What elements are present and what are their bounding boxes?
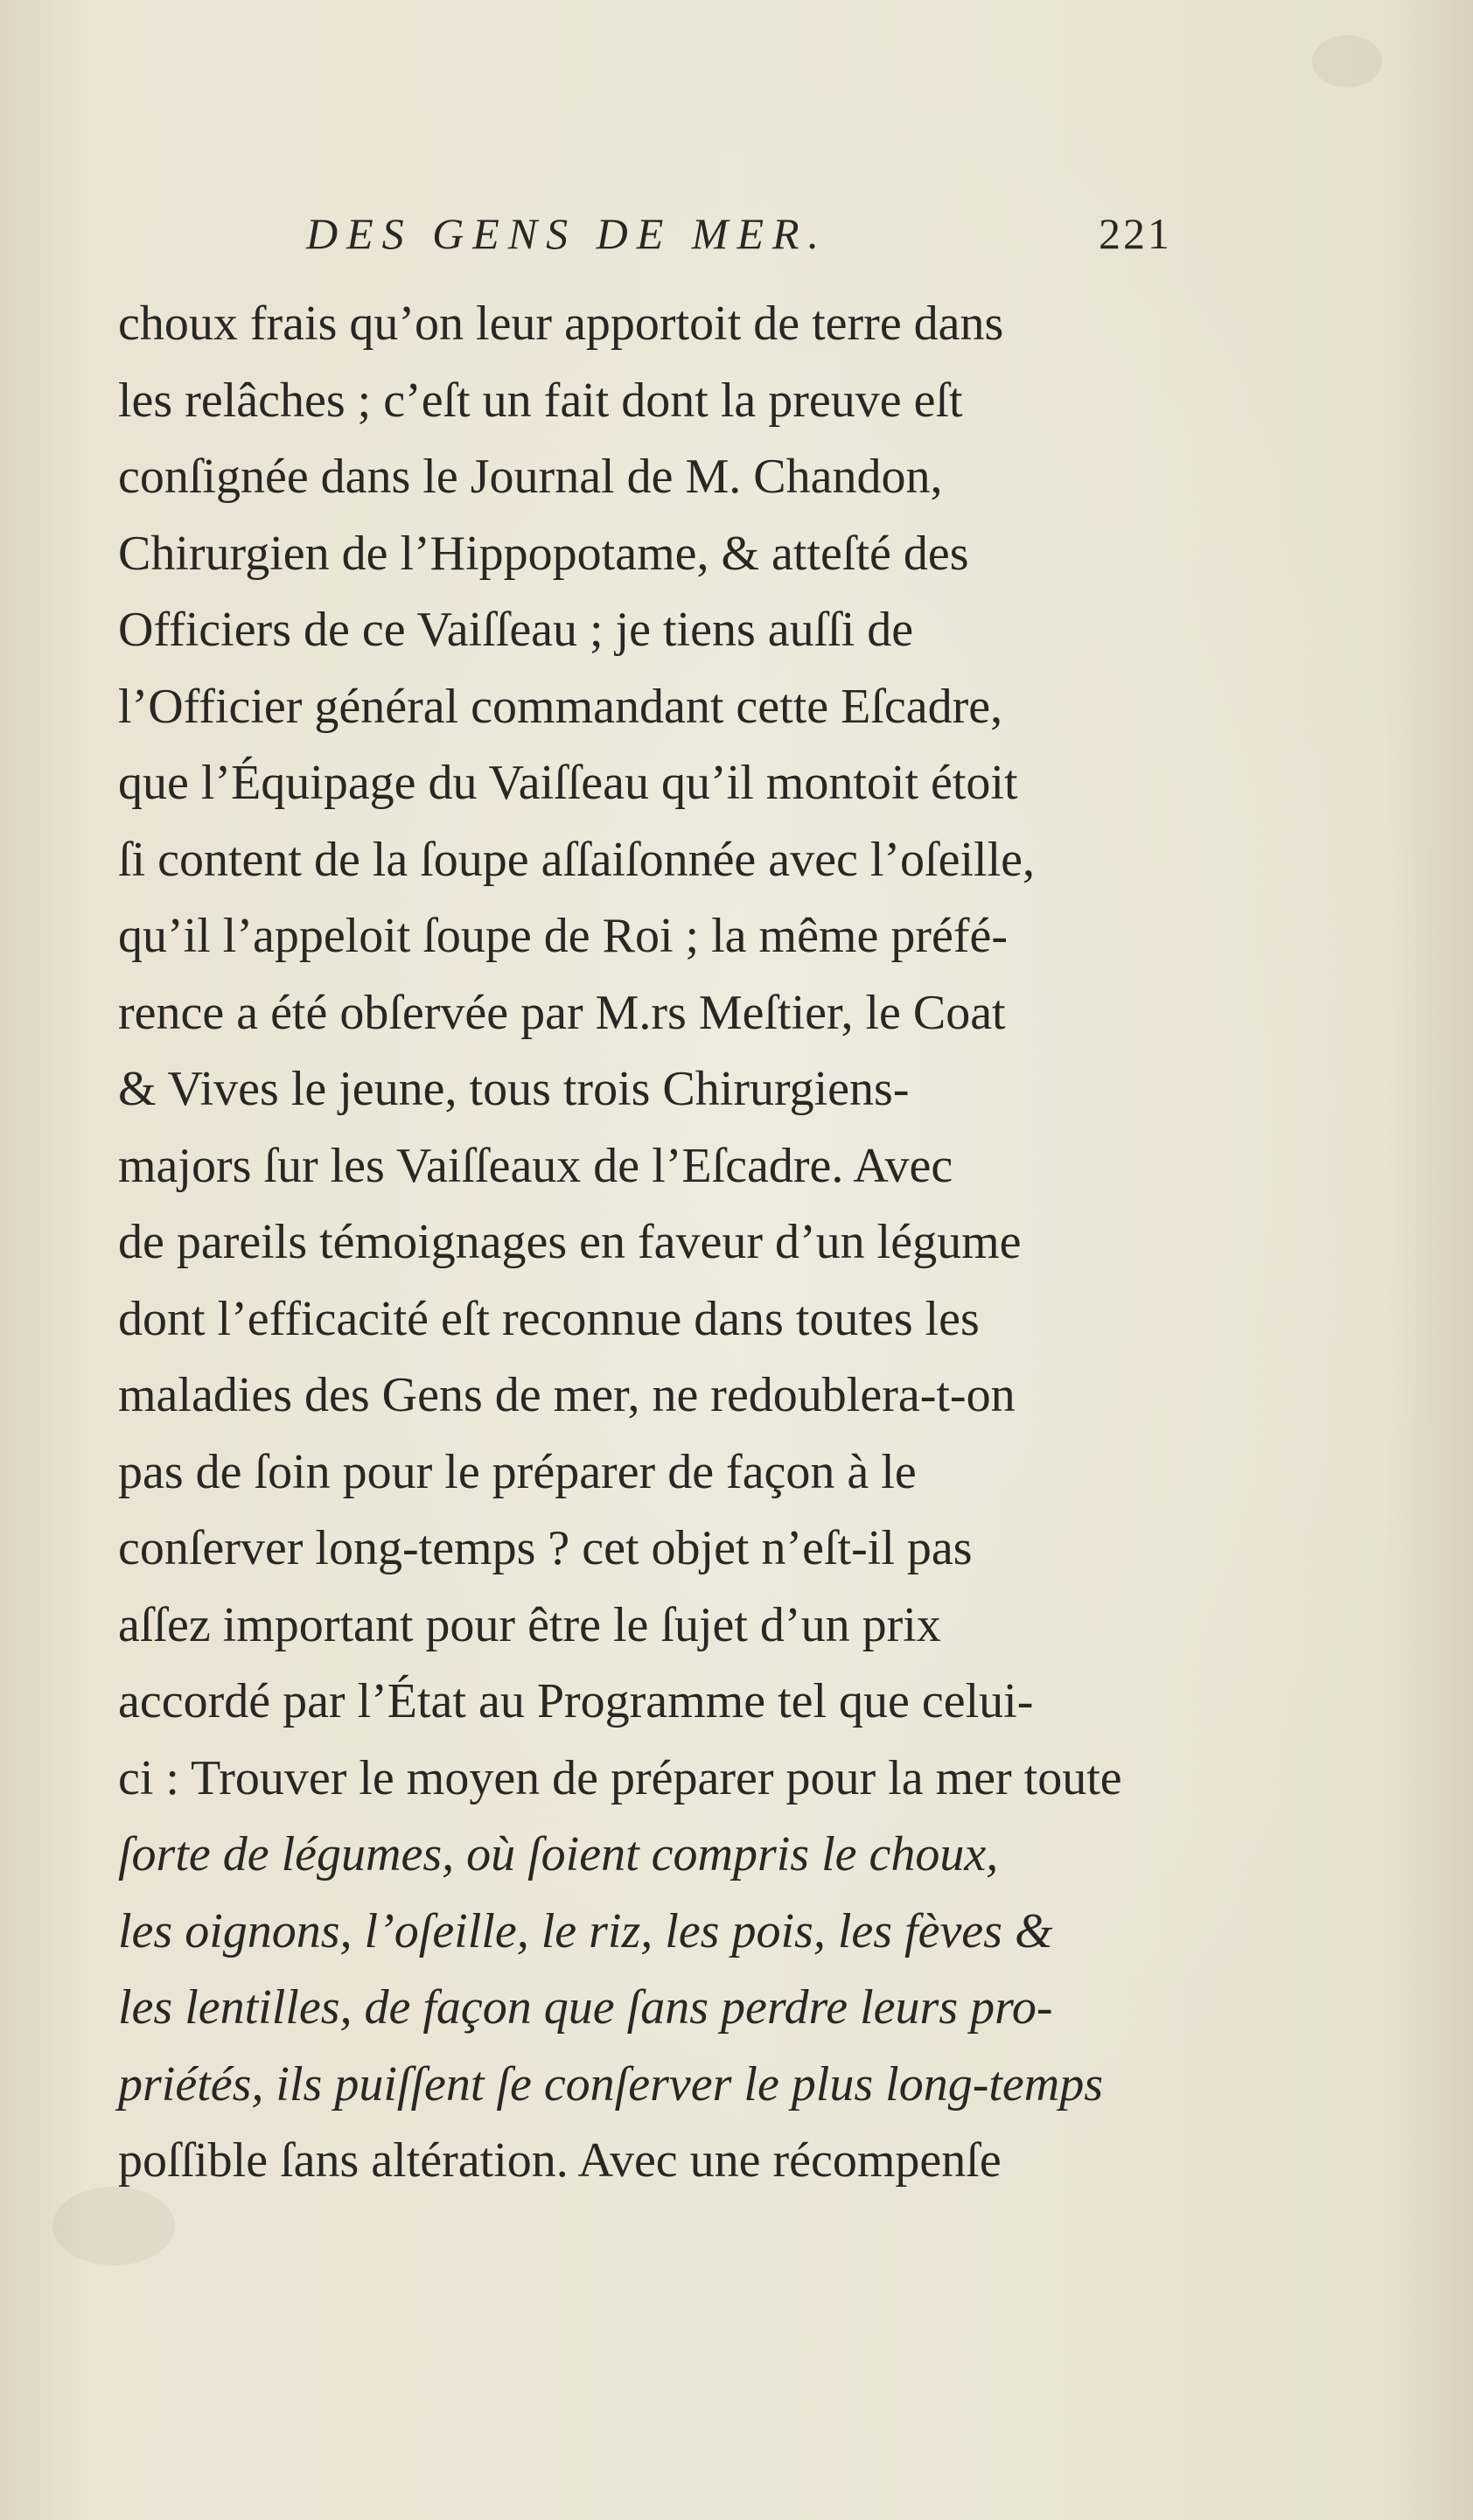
text-line: choux frais qu’on leur apportoit de terre dans [118, 297, 1004, 351]
text-line: de pareils témoignages en faveur d’un légume [118, 1215, 1022, 1269]
text-line: maladies des Gens de mer, ne redoublera-t-on [118, 1368, 1016, 1422]
text-line: Chirurgien de l’Hippopotame, & atteſté des [118, 526, 969, 581]
text-line: accordé par l’État au Programme tel que celui- [118, 1674, 1034, 1728]
text-line: rence a été obſervée par M.rs Meſtier, le Coat [118, 985, 1006, 1040]
paper-stain [1312, 35, 1382, 87]
text-line: Officiers de ce Vaiſſeau ; je tiens auſſi de [118, 603, 914, 657]
text-line: ci : Trouver le moyen de préparer pour la mer toute [118, 1750, 1122, 1805]
text-line-italic: les lentilles, de façon que ſans perdre leurs pro- [118, 1980, 1053, 2035]
running-title: DES GENS DE MER. [306, 209, 828, 258]
text-line: poſſible ſans altération. Avec une récompenſe [118, 2133, 1002, 2188]
body-text [118, 286, 1172, 2200]
text-line: l’Officier général commandant cette Eſcadre, [118, 679, 1003, 734]
page-number: 221 [1099, 209, 1172, 258]
text-line: pas de ſoin pour le préparer de façon à le [118, 1444, 917, 1499]
text-line: majors ſur les Vaiſſeaux de l’Eſcadre. Avec [118, 1138, 953, 1193]
text-line-italic: ſorte de légumes, où ſoient compris le choux, [118, 1827, 999, 1881]
text-line-italic: priétés, ils puiſſent ſe conſerver le plus long-temps [118, 2056, 1104, 2112]
text-line: qu’il l’appeloit ſoupe de Roi ; la même préfé- [118, 909, 1008, 963]
text-line: conſignée dans le Journal de M. Chandon, [118, 450, 943, 504]
text-line: que l’Équipage du Vaiſſeau qu’il montoit étoit [118, 756, 1018, 810]
text-line: aſſez important pour être le ſujet d’un prix [118, 1597, 941, 1652]
text-line: & Vives le jeune, tous trois Chirurgiens- [118, 1062, 910, 1116]
text-line: dont l’efficacité eſt reconnue dans toutes les [118, 1291, 980, 1346]
page-header [122, 198, 1172, 276]
text-line: les relâches ; c’eſt un fait dont la preuve eſt [118, 373, 963, 428]
text-line: ſi content de la ſoupe aſſaiſonnée avec l’oſeille, [118, 832, 1036, 887]
text-line-italic: les oignons, l’oſeille, le riz, les pois, les fèves & [118, 1903, 1053, 1958]
text-line: conſerver long-temps ? cet objet n’eſt-il pas [118, 1521, 973, 1575]
